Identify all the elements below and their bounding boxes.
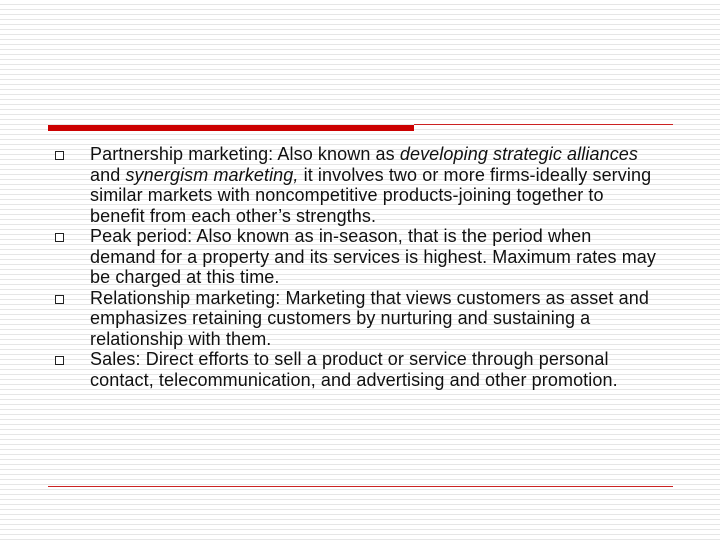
bullet-list bbox=[0, 144, 720, 390]
bullet-item-relationship-marketing bbox=[0, 288, 720, 350]
footer-rule bbox=[48, 486, 673, 487]
bullet-text-segment: Peak period: Also known as in-season, that is the period when demand for a property and its services is highest. Maximum rates may be charged at this time. bbox=[90, 226, 657, 287]
bullet-item-sales bbox=[0, 349, 720, 390]
bullet-text-segment: Relationship marketing: Marketing that views customers as asset and emphasizes retaining customers by nurturing and sustaining a relationship with them. bbox=[90, 287, 649, 349]
bullet-text-peak-period bbox=[90, 226, 660, 288]
bullet-item-peak-period bbox=[0, 226, 720, 288]
bullet-text-segment: Sales: Direct efforts to sell a product or service through personal contact, telecommunication, and advertising and other promotion. bbox=[90, 349, 618, 390]
title-rule-line bbox=[414, 124, 673, 125]
bullet-text-segment: it involves two or more firms-ideally serving similar markets with noncompetitive products-joining together to benefit from each other’s strengths. bbox=[90, 164, 652, 226]
square-bullet-icon bbox=[55, 356, 64, 365]
bullet-text-sales bbox=[90, 349, 660, 390]
bullet-item-partnership-marketing bbox=[0, 144, 720, 226]
square-bullet-icon bbox=[55, 151, 64, 160]
bullet-text-segment-italic: synergism marketing, bbox=[125, 164, 299, 185]
square-bullet-icon bbox=[55, 233, 64, 242]
bullet-text-relationship-marketing bbox=[90, 288, 660, 350]
square-bullet-icon bbox=[55, 295, 64, 304]
bullet-text-segment: Partnership marketing: Also known as bbox=[90, 144, 400, 164]
bullet-text-segment-italic: developing strategic alliances bbox=[399, 144, 639, 164]
title-rule-accent bbox=[48, 125, 414, 131]
bullet-text-segment: and bbox=[90, 164, 126, 185]
bullet-text-partnership-marketing bbox=[90, 144, 660, 226]
